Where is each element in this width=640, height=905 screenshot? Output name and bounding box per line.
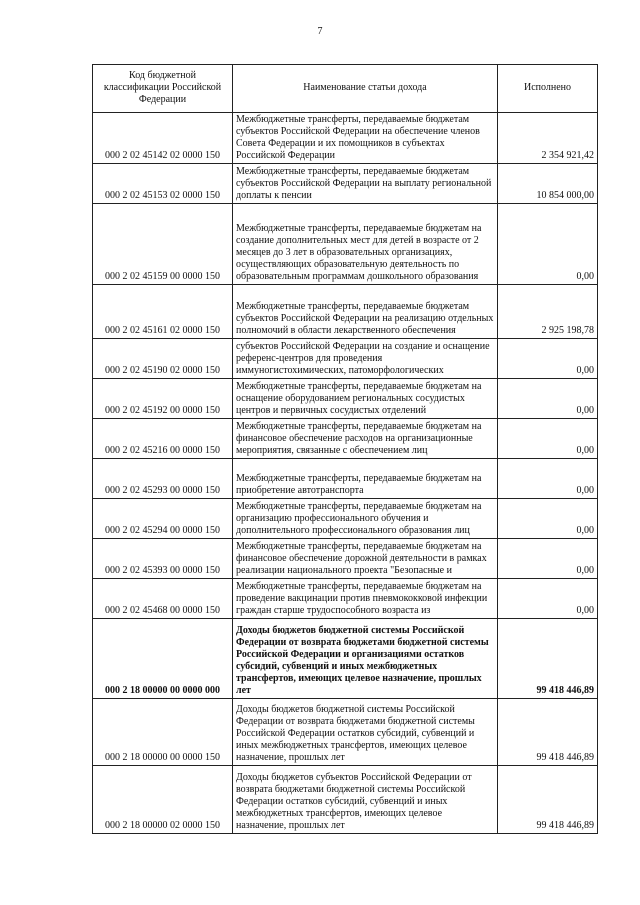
row-amount: 2 925 198,78: [498, 285, 598, 339]
table-row: [93, 619, 598, 699]
table-row: [93, 579, 598, 619]
row-name: Межбюджетные трансферты, передаваемые бюджетам на оснащение оборудованием региональных сосудистых центров и первичных сосудистых отделений: [233, 379, 498, 419]
row-amount: 0,00: [498, 579, 598, 619]
row-amount: 0,00: [498, 379, 598, 419]
row-amount: 0,00: [498, 339, 598, 379]
row-amount: 0,00: [498, 539, 598, 579]
row-name: Доходы бюджетов субъектов Российской Федерации от возврата бюджетами бюджетной системы Российской Федерации остатков субсидий, субвенций и иных межбюджетных трансфертов, имеющих целевое назначение, прошлых лет: [233, 766, 498, 834]
header-code: Код бюджетной классификации Российской Федерации: [93, 65, 233, 113]
row-name: Межбюджетные трансферты, передаваемые бюджетам субъектов Российской Федерации на выплату региональной доплаты к пенсии: [233, 164, 498, 204]
row-code: 000 2 02 45393 00 0000 150: [93, 539, 233, 579]
table-row: [93, 499, 598, 539]
row-amount: 0,00: [498, 499, 598, 539]
table-row: [93, 204, 598, 285]
row-amount: 0,00: [498, 204, 598, 285]
row-code: 000 2 02 45161 02 0000 150: [93, 285, 233, 339]
row-code: 000 2 18 00000 02 0000 150: [93, 766, 233, 834]
row-amount: 0,00: [498, 419, 598, 459]
row-name: Межбюджетные трансферты, передаваемые бюджетам на организацию профессионального обучения и дополнительного профессионального образования лиц: [233, 499, 498, 539]
row-name: Межбюджетные трансферты, передаваемые бюджетам на создание дополнительных мест для детей в возрасте от 2 месяцев до 3 лет в образовательных организациях, осуществляющих образовательную деятельность по образовательным программам дошкольного образования: [233, 204, 498, 285]
row-code: 000 2 02 45468 00 0000 150: [93, 579, 233, 619]
row-amount: 2 354 921,42: [498, 113, 598, 164]
header-amount: Исполнено: [498, 65, 598, 113]
row-name: Доходы бюджетов бюджетной системы Российской Федерации от возврата бюджетами бюджетной системы Российской Федерации и организациями остатков субсидий, субвенций и иных межбюджетных трансфертов, имеющих целевое назначение, прошлых лет: [233, 619, 498, 699]
table-row: [93, 539, 598, 579]
row-amount: 99 418 446,89: [498, 699, 598, 766]
table-row: [93, 459, 598, 499]
row-code: 000 2 02 45293 00 0000 150: [93, 459, 233, 499]
revenue-table: [92, 64, 598, 834]
row-name: Межбюджетные трансферты, передаваемые бюджетам субъектов Российской Федерации на реализацию отдельных полномочий в области лекарственного обеспечения: [233, 285, 498, 339]
row-name: Межбюджетные трансферты, передаваемые бюджетам на финансовое обеспечение расходов на организационные мероприятия, связанные с обеспечением лиц: [233, 419, 498, 459]
table-row: [93, 766, 598, 834]
table-row: [93, 164, 598, 204]
row-code: 000 2 02 45190 02 0000 150: [93, 339, 233, 379]
row-code: 000 2 02 45192 00 0000 150: [93, 379, 233, 419]
table-row: [93, 113, 598, 164]
row-amount: 0,00: [498, 459, 598, 499]
table-row: [93, 285, 598, 339]
row-amount: 99 418 446,89: [498, 619, 598, 699]
table-row: [93, 699, 598, 766]
row-name: Межбюджетные трансферты, передаваемые бюджетам субъектов Российской Федерации на обеспечение членов Совета Федерации и их помощников в субъектах Российской Федерации: [233, 113, 498, 164]
row-code: 000 2 02 45294 00 0000 150: [93, 499, 233, 539]
row-amount: 10 854 000,00: [498, 164, 598, 204]
table-row: [93, 419, 598, 459]
row-name: Межбюджетные трансферты, передаваемые бюджетам на финансовое обеспечение дорожной деятельности в рамках реализации национального проекта "Безопасные и: [233, 539, 498, 579]
row-name: Межбюджетные трансферты, передаваемые бюджетам на проведение вакцинации против пневмококковой инфекции граждан старше трудоспособного возраста из: [233, 579, 498, 619]
header-name: Наименование статьи дохода: [233, 65, 498, 113]
row-code: 000 2 02 45216 00 0000 150: [93, 419, 233, 459]
row-code: 000 2 02 45159 00 0000 150: [93, 204, 233, 285]
table-row: [93, 339, 598, 379]
row-name: Доходы бюджетов бюджетной системы Российской Федерации от возврата бюджетами бюджетной системы Российской Федерации остатков субсидий, субвенций и иных межбюджетных трансфертов, имеющих целевое назначение, прошлых лет: [233, 699, 498, 766]
row-name: Межбюджетные трансферты, передаваемые бюджетам на приобретение автотранспорта: [233, 459, 498, 499]
row-code: 000 2 18 00000 00 0000 000: [93, 619, 233, 699]
row-name: субъектов Российской Федерации на создание и оснащение референс-центров для проведения иммуногистохимических, патоморфологических: [233, 339, 498, 379]
row-code: 000 2 02 45142 02 0000 150: [93, 113, 233, 164]
row-amount: 99 418 446,89: [498, 766, 598, 834]
header-row: [93, 65, 598, 113]
row-code: 000 2 18 00000 00 0000 150: [93, 699, 233, 766]
row-code: 000 2 02 45153 02 0000 150: [93, 164, 233, 204]
table-body: [93, 113, 598, 834]
table-header: [93, 65, 598, 113]
page-number: 7: [317, 26, 323, 37]
table-row: [93, 379, 598, 419]
